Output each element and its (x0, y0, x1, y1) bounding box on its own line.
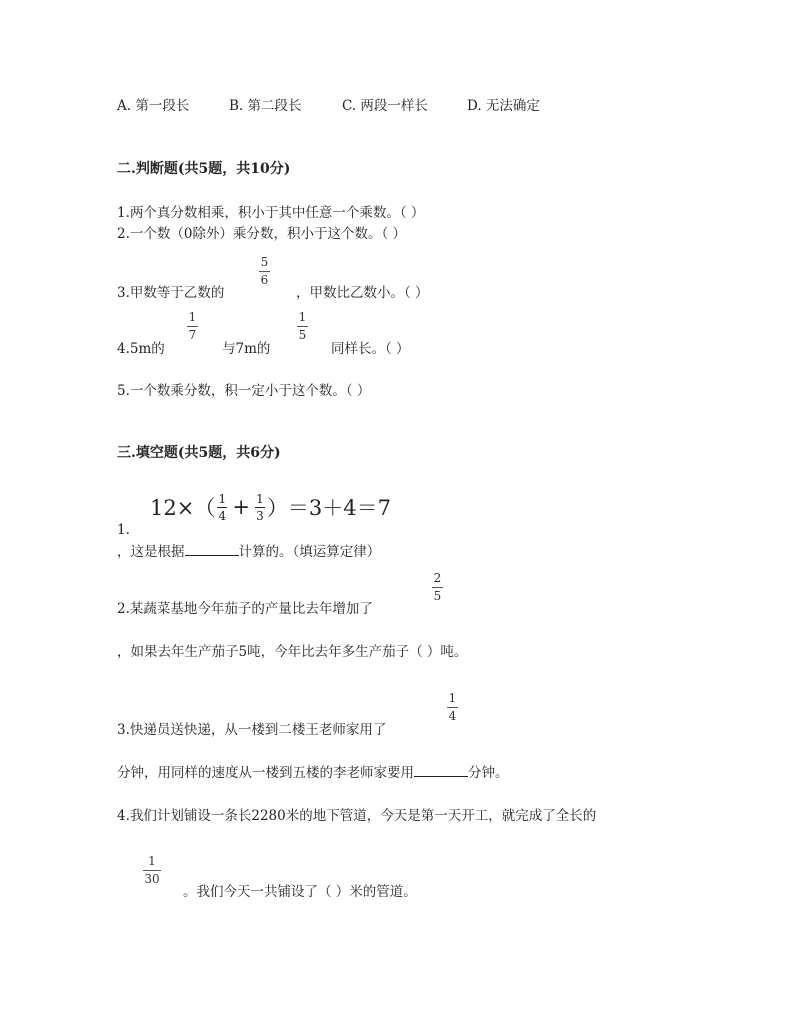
fraction-numerator: 1 (448, 691, 457, 705)
fill-q3-fraction (447, 692, 458, 723)
answer-blank[interactable] (414, 764, 468, 777)
judgment-q4-fraction-1 (187, 311, 198, 342)
fraction-denominator: 4 (448, 709, 457, 723)
formula-left: 12×（ (150, 496, 216, 520)
fraction-numerator: 1 (218, 491, 227, 506)
choice-d: D. 无法确定 (467, 98, 540, 114)
judgment-q4-fraction-2 (297, 311, 308, 342)
fraction-bar (447, 707, 458, 708)
judgment-q4-text-c: 同样长。（ ） (331, 341, 410, 357)
fill-q4-fraction (143, 855, 161, 886)
fill-q1-formula (150, 492, 391, 522)
fraction-numerator: 1 (256, 491, 264, 506)
fill-q2-fraction (432, 572, 443, 603)
judgment-q2: 2.一个数（0除外）乘分数，积小于这个数。（ ） (117, 226, 407, 242)
fill-q4-text-a: 4.我们计划铺设一条长2280米的地下管道，今天是第一天开工，就完成了全长的 (117, 808, 597, 824)
choice-b: B. 第二段长 (229, 98, 302, 114)
fill-q2-text-a: 2.某蔬菜基地今年茄子的产量比去年增加了 (117, 601, 373, 617)
fraction-numerator: 5 (260, 255, 269, 269)
answer-blank[interactable] (185, 543, 239, 556)
fill-q1-text (117, 540, 380, 560)
formula-right: ）＝3＋4＝7 (266, 496, 392, 520)
fill-q1-text-b: 计算的。（填运算定律） (238, 544, 381, 560)
judgment-q3-text-b: ，甲数比乙数小。（ ） (296, 285, 429, 301)
choice-a: A. 第一段长 (117, 98, 190, 114)
fraction-numerator: 2 (433, 571, 442, 585)
fill-q3-text-c: 分钟。 (468, 765, 509, 781)
fill-q2-text-b: ，如果去年生产茄子5吨，今年比去年多生产茄子（ ）吨。 (117, 644, 468, 660)
fraction-denominator: 4 (218, 508, 227, 523)
fraction-bar (297, 326, 308, 327)
fraction-bar (259, 271, 270, 272)
fraction-numerator: 1 (188, 310, 197, 324)
judgment-q3-text-a: 3.甲数等于乙数的 (117, 285, 225, 301)
fraction-denominator: 3 (256, 508, 264, 523)
fraction-denominator: 6 (260, 273, 269, 287)
judgment-q1: 1.两个真分数相乘，积小于其中任意一个乘数。（ ） (117, 205, 425, 221)
formula-fraction-2 (255, 493, 265, 522)
fraction-denominator: 5 (433, 589, 442, 603)
fraction-numerator: 1 (298, 310, 307, 324)
fill-q3-text-b (117, 761, 509, 781)
fill-q3-text-a: 3.快递员送快递，从一楼到二楼王老师家用了 (117, 722, 387, 738)
choice-c: C. 两段一样长 (342, 98, 428, 114)
fraction-denominator: 5 (298, 328, 307, 342)
fraction-bar (432, 587, 443, 588)
section-title-fill: 三.填空题(共5题，共6分) (117, 445, 281, 461)
judgment-q4-text-b: 与7m的 (222, 341, 271, 357)
fill-q3-text-b-part: 分钟，用同样的速度从一楼到五楼的李老师家要用 (117, 765, 414, 781)
section-title-judgment: 二.判断题(共5题，共10分) (117, 161, 291, 177)
fraction-denominator: 30 (144, 872, 160, 886)
fraction-numerator: 1 (148, 854, 156, 868)
judgment-q5: 5.一个数乘分数，积一定小于这个数。（ ） (117, 383, 371, 399)
fraction-bar (217, 507, 227, 508)
judgment-q4-text-a: 4.5m的 (117, 341, 165, 357)
judgment-q3-fraction (259, 256, 270, 287)
fraction-bar (187, 326, 198, 327)
formula-plus: + (232, 495, 250, 519)
fraction-denominator: 7 (188, 328, 197, 342)
fraction-bar (255, 507, 265, 508)
fraction-bar (143, 870, 161, 871)
formula-fraction-1 (217, 493, 227, 522)
fill-q4-text-b: 。我们今天一共铺设了（ ）米的管道。 (183, 884, 417, 900)
fill-q1-text-a: ，这是根据 (117, 544, 185, 560)
fill-q1-number: 1. (117, 522, 130, 538)
